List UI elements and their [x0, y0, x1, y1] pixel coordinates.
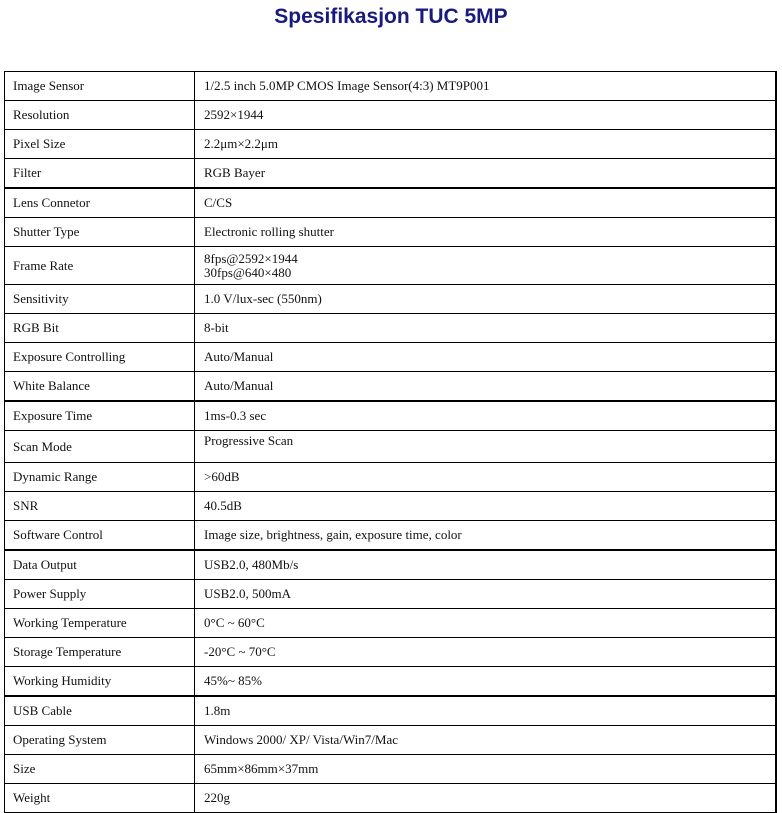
spec-row-exposure-time: [5, 401, 776, 431]
spec-row-working-humidity: [5, 667, 776, 697]
spec-label: Pixel Size: [5, 130, 195, 159]
spec-label: Weight: [5, 784, 195, 813]
spec-row-shutter-type: [5, 218, 776, 247]
spec-row-resolution: [5, 101, 776, 130]
spec-value: 40.5dB: [195, 492, 776, 521]
spec-row-rgb-bit: [5, 314, 776, 343]
spec-label: USB Cable: [5, 696, 195, 726]
spec-value: Auto/Manual: [195, 372, 776, 402]
spec-label: Operating System: [5, 726, 195, 755]
spec-row-operating-system: [5, 726, 776, 755]
spec-value: 1.0 V/lux-sec (550nm): [195, 285, 776, 314]
spec-row-working-temperature: [5, 609, 776, 638]
spec-value: 220g: [195, 784, 776, 813]
spec-row-exposure-controlling: [5, 343, 776, 372]
spec-row-usb-cable: [5, 696, 776, 726]
spec-row-dynamic-range: [5, 463, 776, 492]
spec-row-white-balance: [5, 372, 776, 402]
spec-row-sensitivity: [5, 285, 776, 314]
spec-value: 8-bit: [195, 314, 776, 343]
spec-label: Frame Rate: [5, 247, 195, 285]
spec-value: 1/2.5 inch 5.0MP CMOS Image Sensor(4:3) MT9P001: [195, 72, 776, 101]
spec-label: Software Control: [5, 521, 195, 551]
spec-value: Electronic rolling shutter: [195, 218, 776, 247]
spec-label: White Balance: [5, 372, 195, 402]
spec-label: Lens Connetor: [5, 188, 195, 218]
spec-value: 2.2μm×2.2μm: [195, 130, 776, 159]
spec-row-storage-temperature: [5, 638, 776, 667]
spec-value: -20°C ~ 70°C: [195, 638, 776, 667]
spec-row-size: [5, 755, 776, 784]
spec-label: Exposure Time: [5, 401, 195, 431]
spec-row-snr: [5, 492, 776, 521]
spec-label: Working Temperature: [5, 609, 195, 638]
spec-row-scan-mode: [5, 431, 776, 463]
spec-table: [4, 71, 777, 813]
spec-value: 1.8m: [195, 696, 776, 726]
spec-label: Storage Temperature: [5, 638, 195, 667]
spec-row-pixel-size: [5, 130, 776, 159]
spec-label: Filter: [5, 159, 195, 189]
spec-label: SNR: [5, 492, 195, 521]
spec-value: 65mm×86mm×37mm: [195, 755, 776, 784]
spec-label: Shutter Type: [5, 218, 195, 247]
spec-label: Resolution: [5, 101, 195, 130]
spec-value: 2592×1944: [195, 101, 776, 130]
spec-row-frame-rate: [5, 247, 776, 285]
spec-value: USB2.0, 500mA: [195, 580, 776, 609]
spec-value: RGB Bayer: [195, 159, 776, 189]
spec-label: Scan Mode: [5, 431, 195, 463]
spec-label: Exposure Controlling: [5, 343, 195, 372]
spec-value-line: 8fps@2592×1944: [204, 250, 298, 266]
spec-row-lens-connector: [5, 188, 776, 218]
spec-label: RGB Bit: [5, 314, 195, 343]
spec-table-body: [5, 72, 776, 813]
spec-value: Windows 2000/ XP/ Vista/Win7/Mac: [195, 726, 776, 755]
spec-value: 1ms-0.3 sec: [195, 401, 776, 431]
spec-row-image-sensor: [5, 72, 776, 101]
spec-value: USB2.0, 480Mb/s: [195, 550, 776, 580]
spec-label: Working Humidity: [5, 667, 195, 697]
spec-label: Data Output: [5, 550, 195, 580]
page-title: Spesifikasjon TUC 5MP: [274, 5, 508, 28]
spec-label: Sensitivity: [5, 285, 195, 314]
spec-row-data-output: [5, 550, 776, 580]
spec-row-software-control: [5, 521, 776, 551]
spec-value: [195, 247, 776, 285]
spec-value: 0°C ~ 60°C: [195, 609, 776, 638]
spec-value: Image size, brightness, gain, exposure time, color: [195, 521, 776, 551]
spec-row-power-supply: [5, 580, 776, 609]
spec-value: >60dB: [195, 463, 776, 492]
spec-label: Power Supply: [5, 580, 195, 609]
spec-label: Size: [5, 755, 195, 784]
spec-value: Progressive Scan: [195, 431, 776, 463]
spec-value: C/CS: [195, 188, 776, 218]
spec-value: Auto/Manual: [195, 343, 776, 372]
spec-value: 45%~ 85%: [195, 667, 776, 697]
spec-label: Image Sensor: [5, 72, 195, 101]
spec-label: Dynamic Range: [5, 463, 195, 492]
spec-row-weight: [5, 784, 776, 813]
spec-value-line: 30fps@640×480: [204, 264, 292, 280]
spec-row-filter: [5, 159, 776, 189]
